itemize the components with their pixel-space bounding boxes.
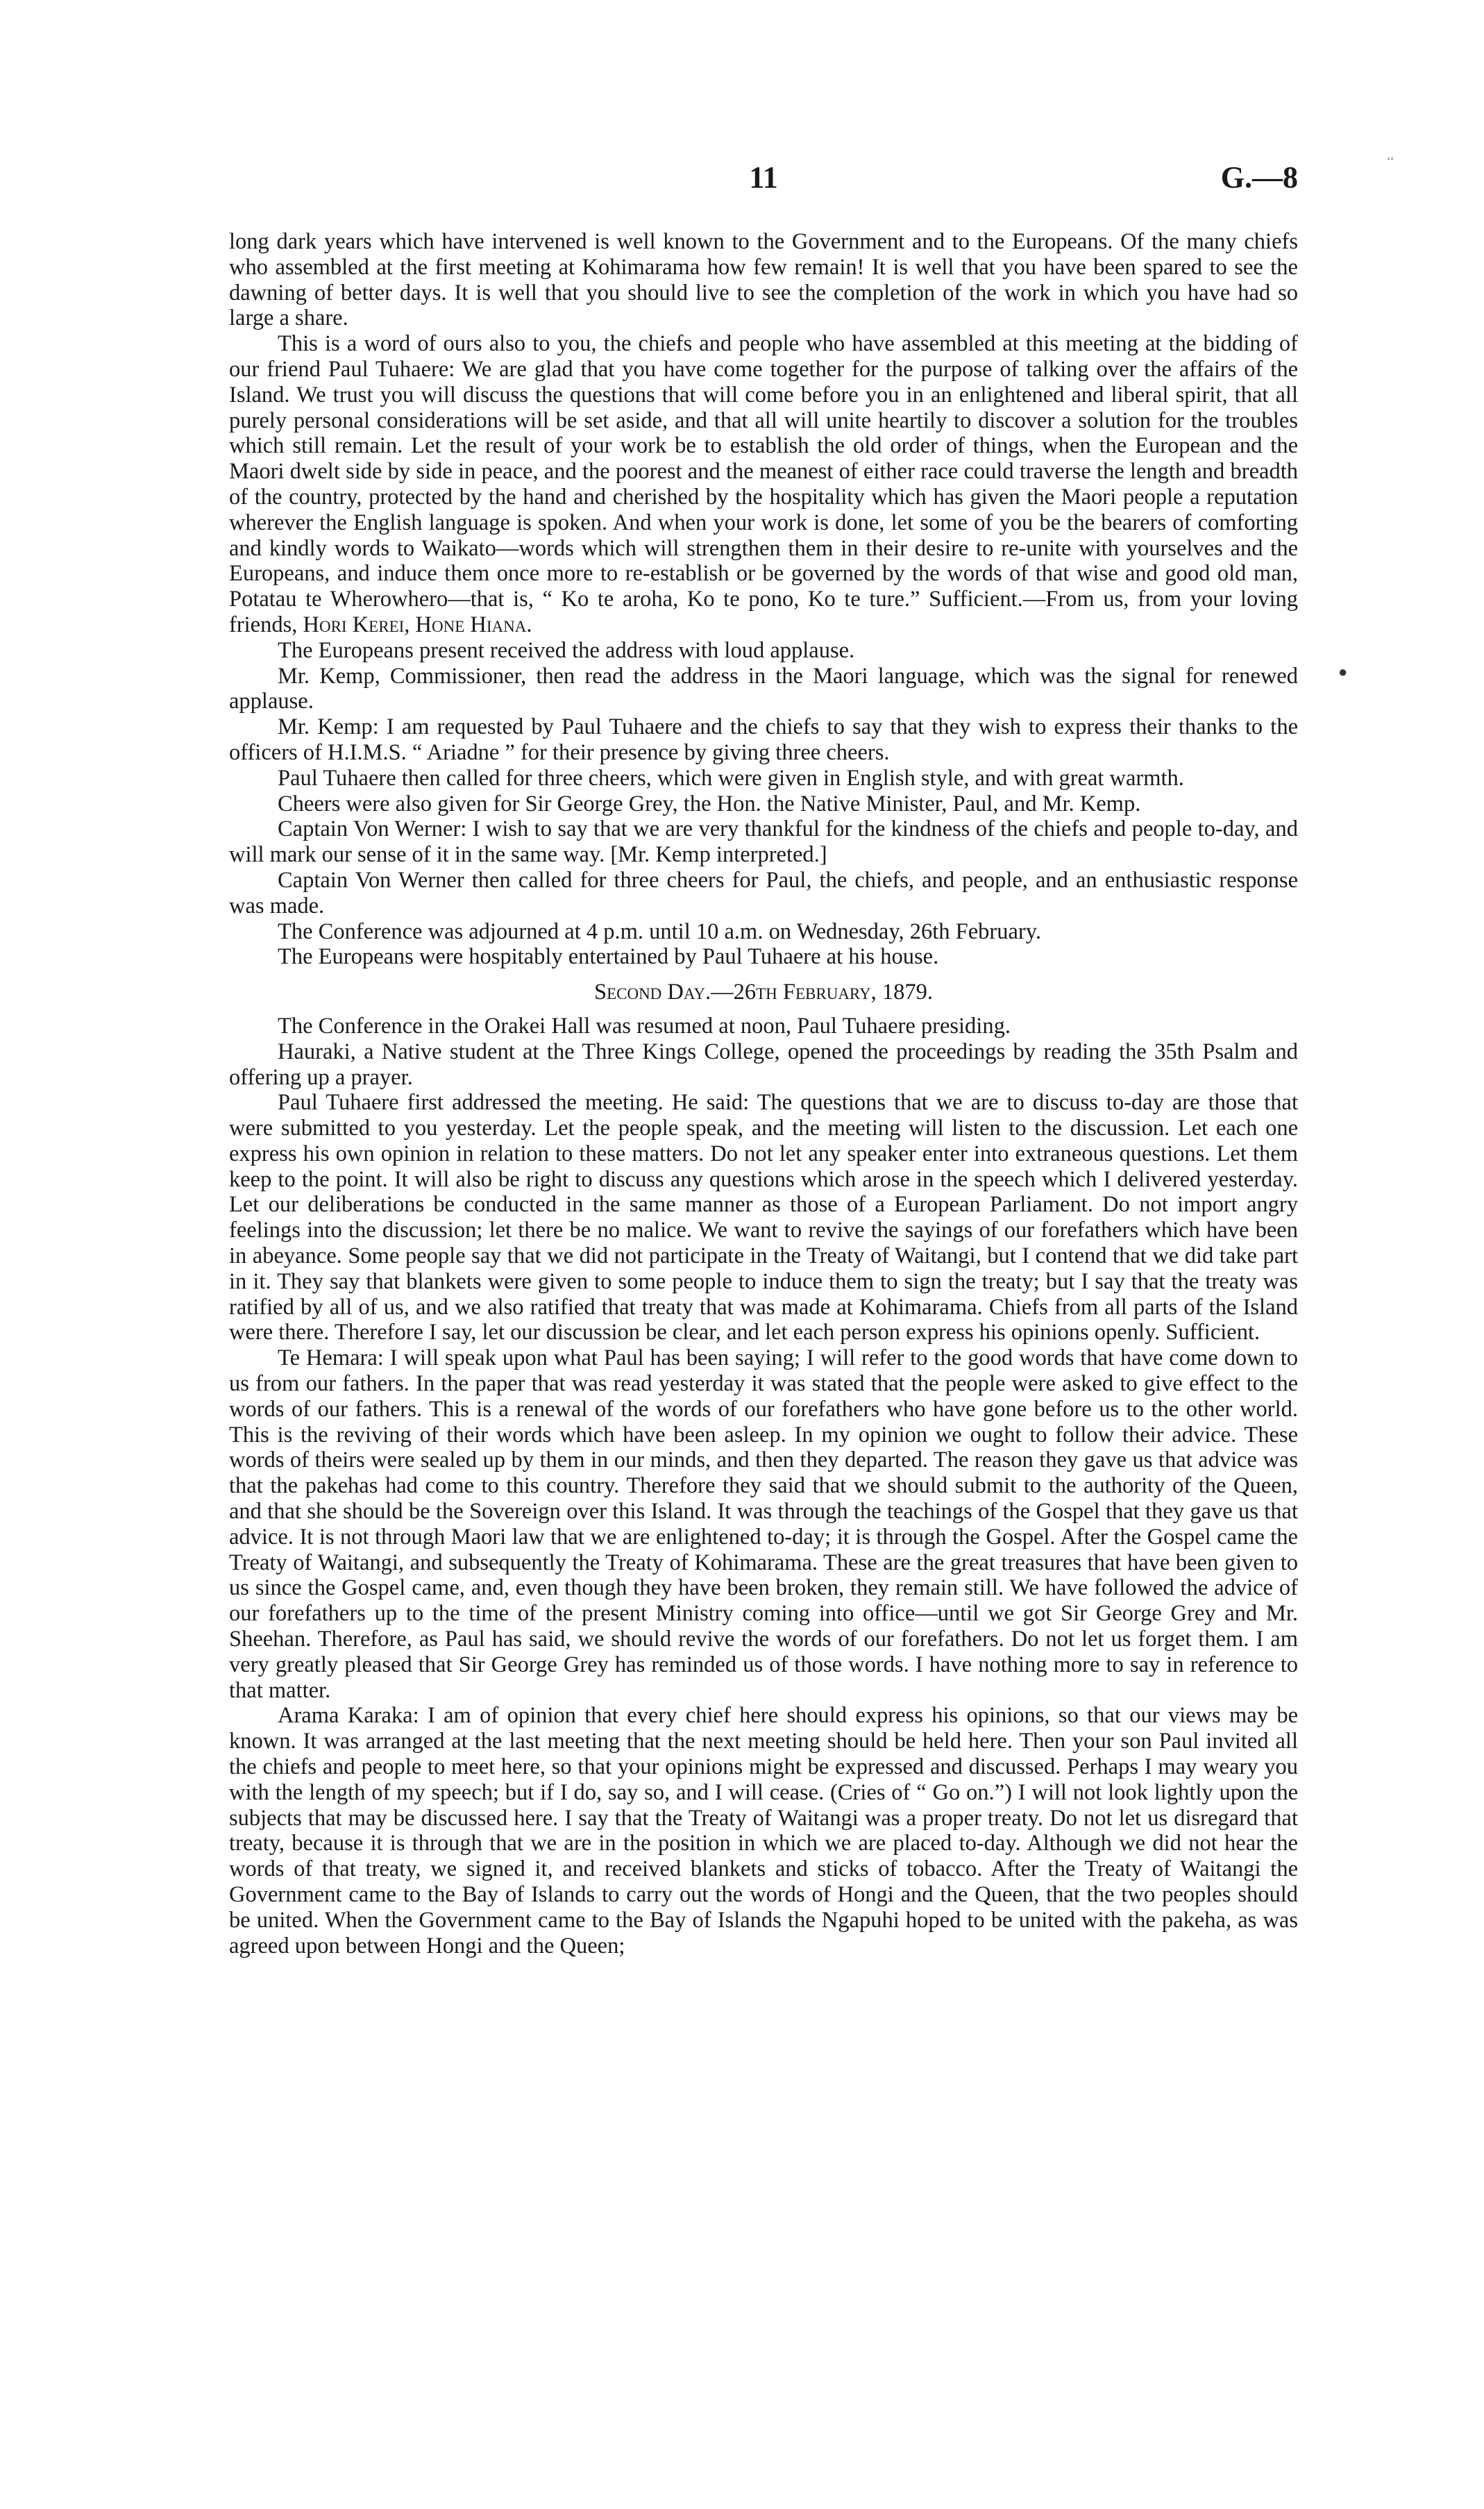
- paragraph: Mr. Kemp, Commissioner, then read the address in the Maori language, which was the signal for renewed applause.: [229, 663, 1298, 714]
- margin-mark: ●: [1338, 663, 1348, 680]
- paragraph: The Conference was adjourned at 4 p.m. until 10 a.m. on Wednesday, 26th February.: [278, 918, 1041, 944]
- section-heading: Second Day.—26th February, 1879.: [594, 980, 933, 1005]
- paragraph: Hauraki, a Native student at the Three Kings College, opened the proceedings by reading the 35th Psalm and offering up a prayer.: [229, 1039, 1298, 1090]
- corner-mark: ‘‘: [1387, 154, 1394, 168]
- body-text: [229, 229, 1298, 1958]
- document-reference: G.—8: [1220, 160, 1298, 194]
- paragraph: Paul Tuhaere then called for three cheers, which were given in English style, and with great warmth.: [278, 765, 1184, 791]
- paragraph: Cheers were also given for Sir George Grey, the Hon. the Native Minister, Paul, and Mr. Kemp.: [278, 791, 1141, 816]
- paragraph: Paul Tuhaere first addressed the meeting. He said: The questions that we are to discuss to-day are those that were submitted to you yesterday. Let the people speak, and the meeting will listen to the discussion. Let each one express his own opinion in relation to these matters. Do not let any speaker enter into extraneous questions. Let them keep to the point. It will also be right to discuss any questions which arose in the speech which I delivered yesterday. Let our deliberations be conducted in the same manner as those of a European Parliament. Do not import angry feelings into the discussion; let there be no malice. We want to revive the sayings of our forefathers which have been in abeyance. Some people say that we did not participate in the Treaty of Waitangi, but I contend that we did take part in it. They say that blankets were given to some people to induce them to sign the treaty; but I say that the treaty was ratified by all of us, and we also ratified that treaty that was made at Kohimarama. Chiefs from all parts of the Island were there. Therefore I say, let our discussion be clear, and let each person express his opinions openly. Sufficient.: [229, 1090, 1298, 1345]
- paragraph: Mr. Kemp: I am requested by Paul Tuhaere and the chiefs to say that they wish to express their thanks to the officers of H.I.M.S. “ Ariadne ” for their presence by giving three cheers.: [229, 714, 1298, 765]
- paragraph-text: This is a word of ours also to you, the chiefs and people who have assembled at this meeting at the bidding of our friend Paul Tuhaere: We are glad that you have come together for the purpose of talking over the affairs of the Island. We trust you will discuss the questions that will come before you in an enlightened and liberal spirit, that all purely personal considerations will be set aside, and that all will unite heartily to discover a solution for the troubles which still remain. Let the result of your work be to establish the old order of things, when the European and the Maori dwelt side by side in peace, and the poorest and the meanest of either race could traverse the length and breadth of the country, protected by the hand and cherished by the hospitality which has given the Maori people a reputation wherever the English language is spoken. And when your work is done, let some of you be the bearers of comforting and kindly words to Waikato—words which will strengthen them in their desire to re-unite with yourselves and the Europeans, and induce them once more to re-establish or be governed by the words of that wise and good old man, Potatau te Wherowhero—that is, “ Ko te aroha, Ko te pono, Ko te ture.” Sufficient.—From us, from your loving friends,: [229, 331, 1298, 637]
- paragraph: Captain Von Werner: I wish to say that we are very thankful for the kindness of the chiefs and people to-day, and will mark our sense of it in the same way. [Mr. Kemp interpreted.]: [229, 816, 1298, 868]
- signatories: Hori Kerei, Hone Hiana.: [303, 612, 532, 637]
- paragraph: long dark years which have intervened is well known to the Government and to the Europeans. Of the many chiefs who assembled at the first meeting at Kohimarama how few remain! It is well that you have been spared to see the dawning of better days. It is well that you should live to see the completion of the work in which you have had so large a share.: [229, 229, 1298, 331]
- paragraph: The Europeans present received the address with loud applause.: [278, 637, 855, 663]
- paragraph: The Conference in the Orakei Hall was resumed at noon, Paul Tuhaere presiding.: [278, 1013, 1011, 1039]
- paragraph: [229, 331, 1298, 638]
- paragraph: The Europeans were hospitably entertained by Paul Tuhaere at his house.: [278, 944, 939, 970]
- page-number: 11: [749, 160, 778, 194]
- paragraph: Arama Karaka: I am of opinion that every chief here should express his opinions, so that our views may be known. It was arranged at the last meeting that the next meeting should be held here. Then your son Paul invited all the chiefs and people to meet here, so that your opinions might be expressed and discussed. Perhaps I may weary you with the length of my speech; but if I do, say so, and I will cease. (Cries of “ Go on.”) I will not look lightly upon the subjects that may be discussed here. I say that the Treaty of Waitangi was a proper treaty. Do not let us disregard that treaty, because it is through that we are in the position in which we are placed to-day. Although we did not hear the words of that treaty, we signed it, and received blankets and sticks of tobacco. After the Treaty of Waitangi the Government came to the Bay of Islands to carry out the words of Hongi and the Queen, that the two peoples should be united. When the Government came to the Bay of Islands the Ngapuhi hoped to be united with the pakeha, as was agreed upon between Hongi and the Queen;: [229, 1703, 1298, 1958]
- paragraph: Te Hemara: I will speak upon what Paul has been saying; I will refer to the good words that have come down to us from our fathers. In the paper that was read yesterday it was stated that the people were asked to give effect to the words of our fathers. This is a renewal of the words of our forefathers who have gone before us to the other world. This is the reviving of their words which have been asleep. In my opinion we ought to follow their advice. These words of theirs were sealed up by them in our minds, and then they departed. The reason they gave us that advice was that the pakehas had come to this country. Therefore they said that we should submit to the authority of the Queen, and that she should be the Sovereign over this Island. It was through the teachings of the Gospel that they gave us that advice. It is not through Maori law that we are enlightened to-day; it is through the Gospel. After the Gospel came the Treaty of Waitangi, and subsequently the Treaty of Kohimarama. These are the great treasures that have been given to us since the Gospel came, and, even though they have been broken, they remain still. We have followed the advice of our forefathers up to the time of the present Ministry coming into office—until we got Sir George Grey and Mr. Sheehan. Therefore, as Paul has said, we should revive the words of our forefathers. Do not let us forget them. I am very greatly pleased that Sir George Grey has reminded us of those words. I have nothing more to say in reference to that matter.: [229, 1345, 1298, 1703]
- paragraph: Captain Von Werner then called for three cheers for Paul, the chiefs, and people, and an enthusiastic response was made.: [229, 867, 1298, 918]
- page-header: [229, 160, 1298, 201]
